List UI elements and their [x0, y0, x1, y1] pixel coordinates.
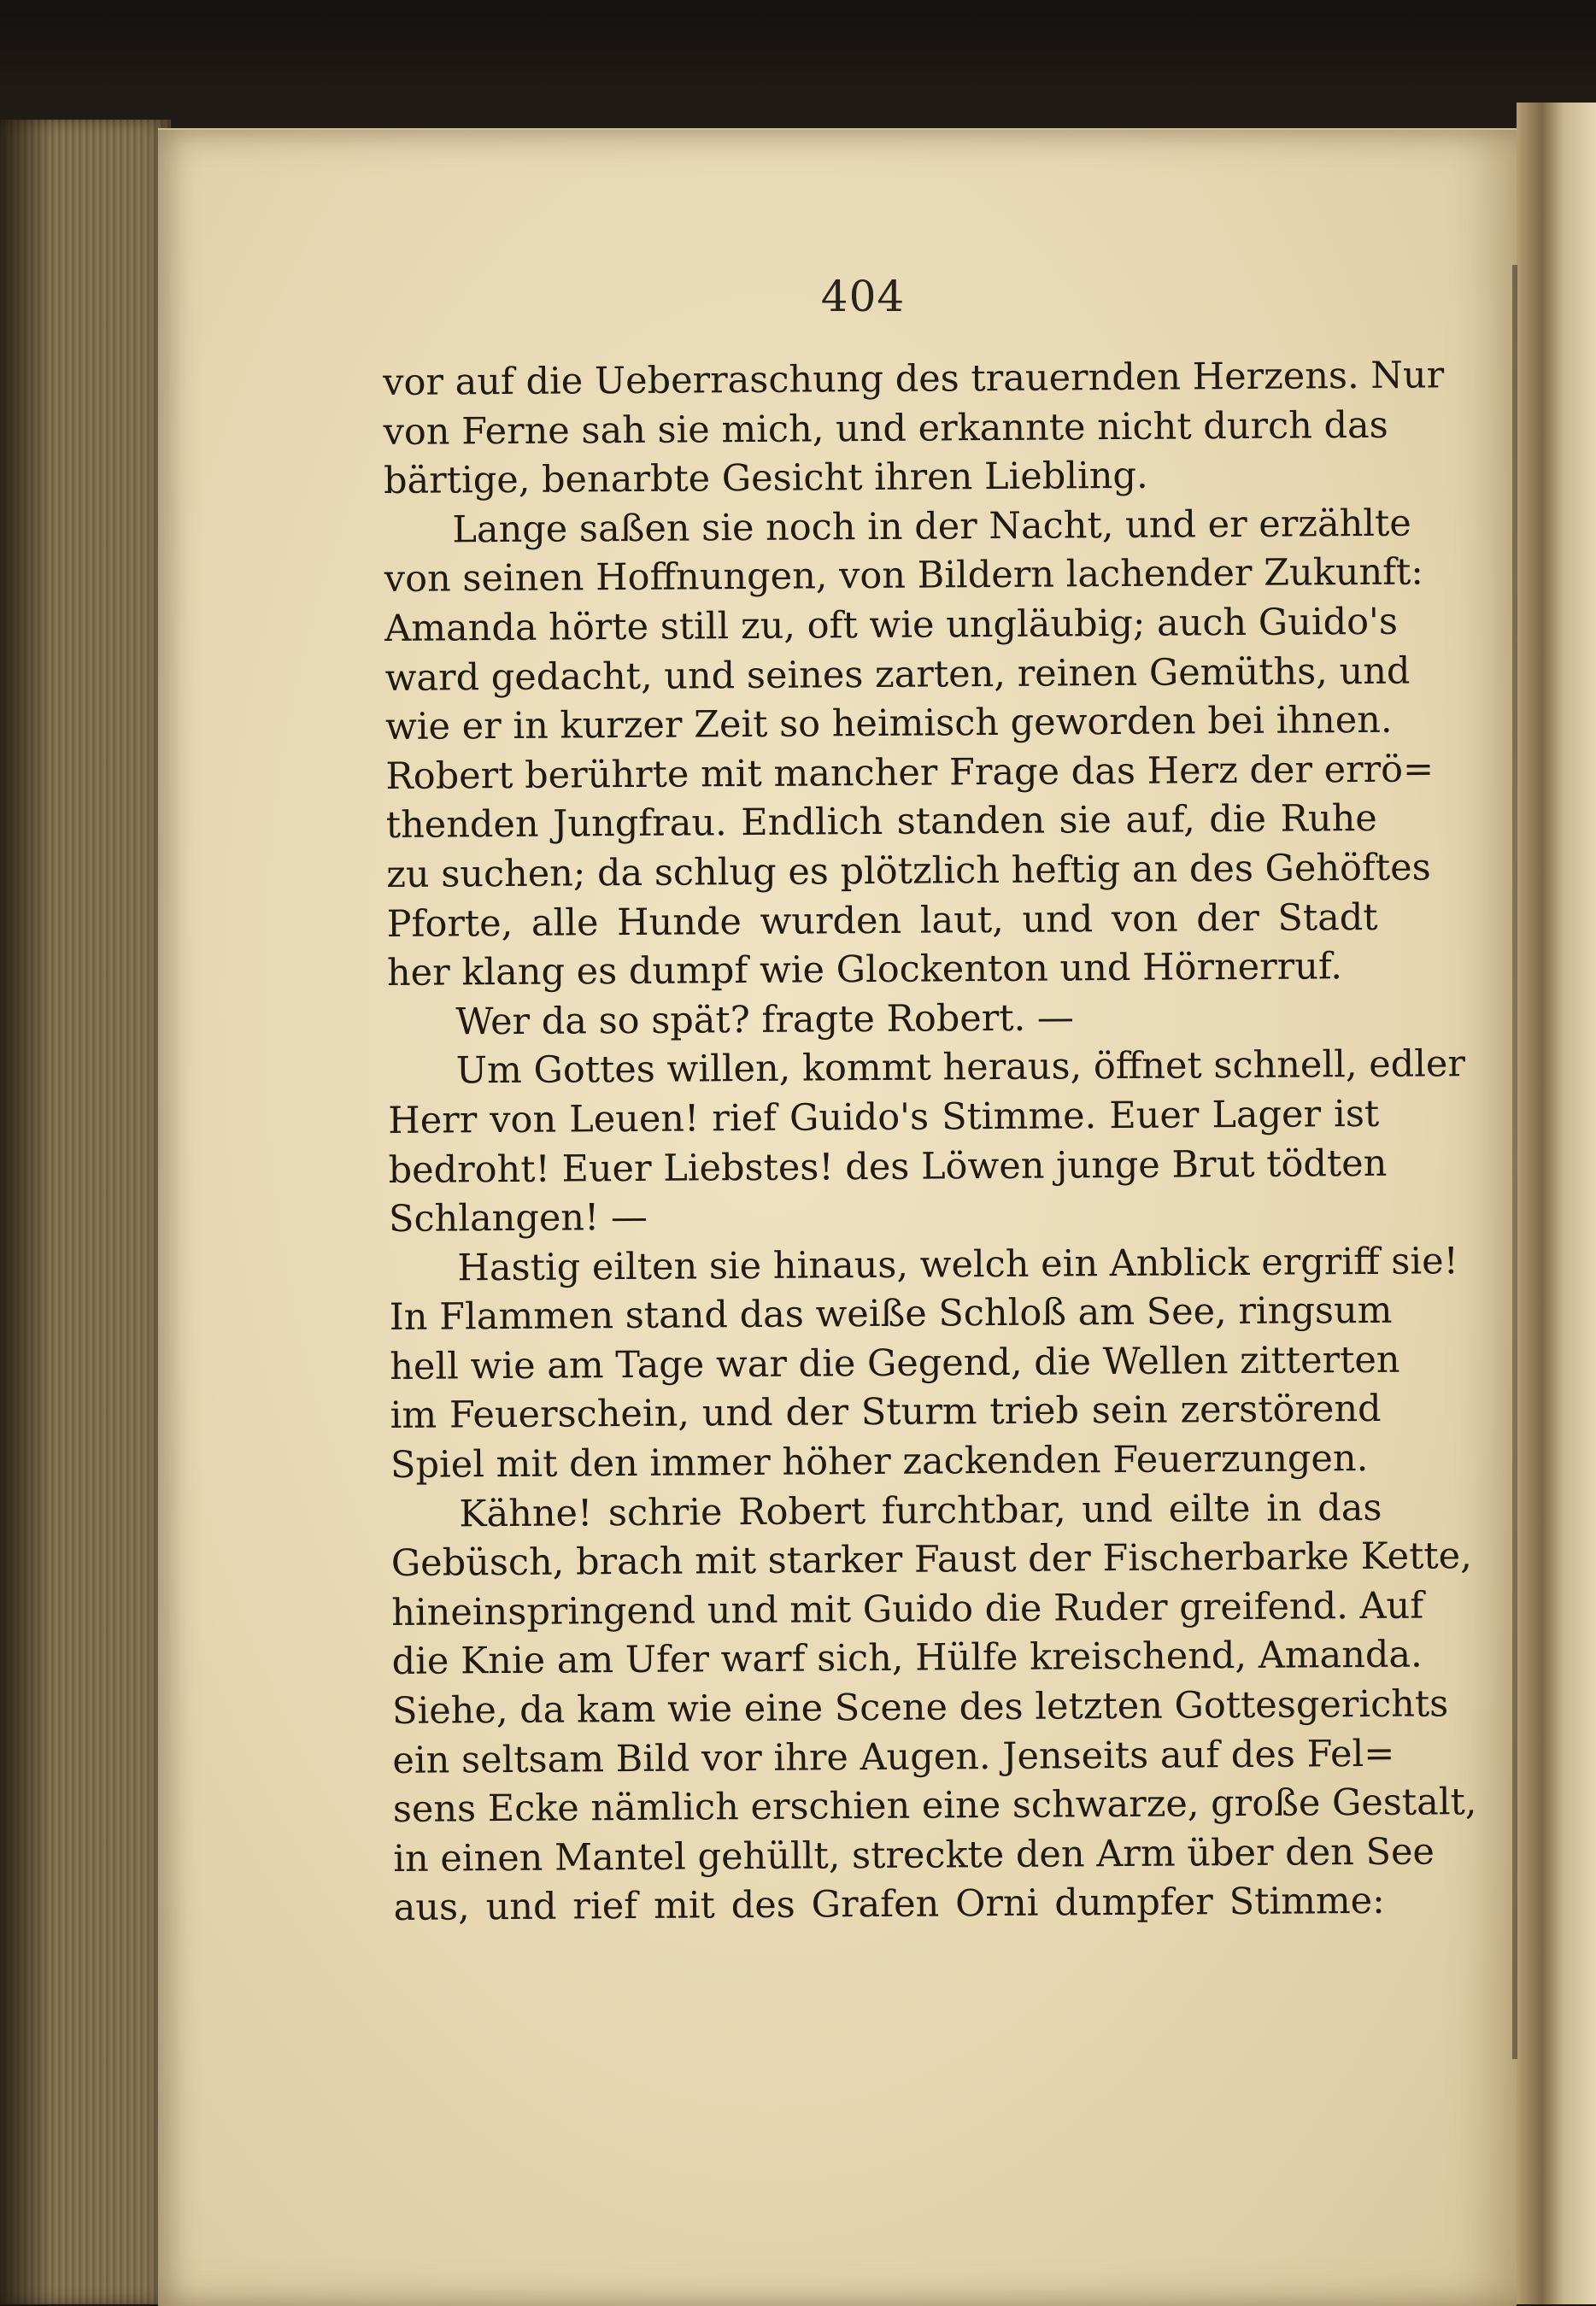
text-line: wie er in kurzer Zeit so heimisch geworden bei ihnen. [384, 698, 1393, 749]
text-line: Hastig eilten sie hinaus, welch ein Anblick ergriff sie! [457, 1239, 1459, 1290]
page-number: 404 [820, 272, 906, 321]
text-line: Lange saßen sie noch in der Nacht, und er erzählte [452, 502, 1411, 552]
text-line: hell wie am Tage war die Gegend, die Wellen zitterten [390, 1338, 1400, 1388]
text-line: hineinspringend und mit Guido die Ruder greifend. Auf [391, 1584, 1424, 1634]
text-line: Siehe, da kam wie eine Scene des letzten Gottesgerichts [391, 1682, 1449, 1733]
text-line: In Flammen stand das weiße Schloß am See, ringsum [389, 1289, 1393, 1340]
text-line: bärtige, benarbte Gesicht ihren Liebling. [383, 454, 1148, 503]
text-line: Kähne! schrie Robert furchtbar, und eilte in das [459, 1486, 1382, 1536]
text-line: Spiel mit den immer höher zackenden Feuerzungen. [390, 1437, 1369, 1487]
text-line: ein seltsam Bild vor ihre Augen. Jenseits auf des Fel= [392, 1732, 1395, 1782]
text-line: Herr von Leuen! rief Guido's Stimme. Euer Lager ist [388, 1092, 1380, 1142]
binding-thread [1512, 265, 1517, 2059]
text-line: die Knie am Ufer warf sich, Hülfe kreischend, Amanda. [391, 1633, 1423, 1684]
text-line: in einen Mantel gehüllt, streckte den Arm über den See [393, 1830, 1435, 1881]
book-gutter [1517, 103, 1596, 2304]
text-line: aus, und rief mit des Grafen Orni dumpfer Stimme: [393, 1880, 1385, 1930]
text-line: zu suchen; da schlug es plötzlich heftig an des Gehöftes [386, 846, 1431, 896]
text-line: von Ferne sah sie mich, und erkannte nicht durch das [383, 403, 1388, 454]
text-line: Wer da so spät? fragte Robert. — [455, 996, 1075, 1044]
text-line: vor auf die Ueberraschung des trauernden Herzens. Nur [383, 354, 1445, 404]
book-page-edges [0, 120, 171, 2304]
text-line: ward gedacht, und seines zarten, reinen Gemüths, und [384, 649, 1411, 700]
text-line: her klang es dumpf wie Glockenton und Hörnerruf. [386, 945, 1343, 995]
text-line: bedroht! Euer Liebstes! des Löwen junge Brut tödten [388, 1141, 1388, 1192]
text-line: Robert berührte mit mancher Frage das Herz der errö= [385, 748, 1435, 798]
text-line: Gebüsch, brach mit starker Faust der Fischerbarke Kette, [390, 1534, 1472, 1586]
text-line: Amanda hörte still zu, oft wie ungläubig; auch Guido's [384, 600, 1399, 650]
text-line: im Feuerschein, und der Sturm trieb sein zerstörend [390, 1388, 1382, 1438]
text-line: von seinen Hoffnungen, von Bildern lachender Zukunft: [384, 550, 1424, 601]
text-line: Pforte, alle Hunde wurden laut, und von der Stadt [386, 895, 1378, 946]
text-line: Schlangen! — [388, 1195, 648, 1241]
text-line: thenden Jungfrau. Endlich standen sie auf, die Ruhe [385, 797, 1377, 848]
body-text [383, 352, 1477, 1933]
text-line: sens Ecke nämlich erschien eine schwarze, große Gestalt, [392, 1781, 1477, 1832]
text-line: Um Gottes willen, kommt heraus, öffnet schnell, edler [455, 1042, 1466, 1093]
